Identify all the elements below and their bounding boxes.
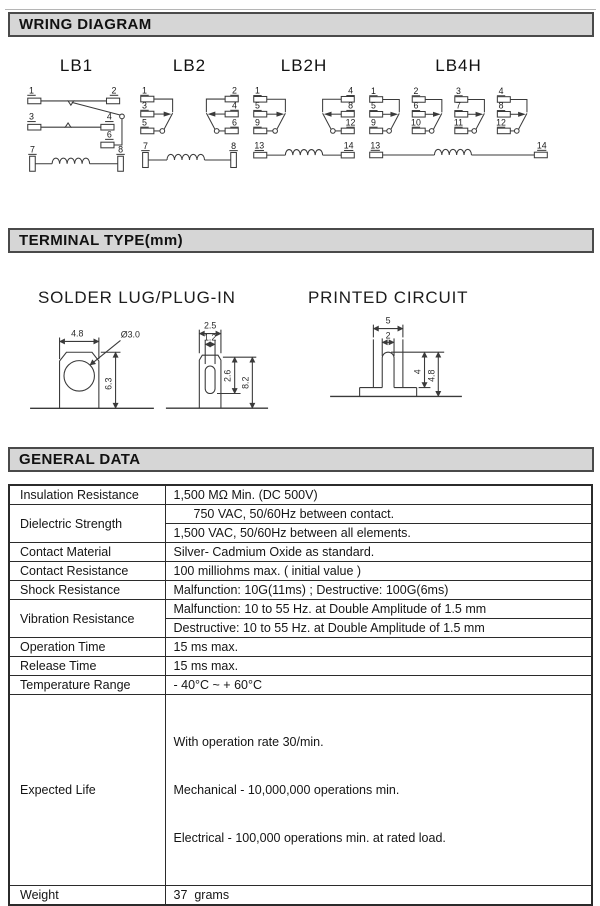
terminal-number: 2 (413, 85, 419, 96)
table-row (9, 543, 592, 562)
spec-label: Contact Material (9, 543, 165, 562)
terminal-number: 5 (370, 100, 376, 111)
terminal-number: 5 (254, 100, 260, 111)
terminal-number: 9 (254, 117, 260, 128)
terminal-number: 8 (498, 100, 504, 111)
wiring-column-lb2h (250, 56, 358, 177)
dim-pc-width: 5 (385, 315, 391, 326)
spec-value: 15 ms max. (165, 657, 592, 676)
spec-label: Vibration Resistance (9, 600, 165, 638)
dim-lug-hole: Ø3.0 (120, 329, 140, 340)
terminal-number: 9 (370, 117, 376, 128)
spec-label: Shock Resistance (9, 581, 165, 600)
spec-label: Contact Resistance (9, 562, 165, 581)
spec-label: Release Time (9, 657, 165, 676)
terminal-number: 14 (343, 140, 354, 151)
spec-value-line: With operation rate 30/min. (173, 735, 324, 749)
terminal-number: 6 (413, 100, 419, 111)
wiring-column-lb2 (137, 56, 242, 177)
table-row (9, 485, 592, 505)
spec-value: 1,500 MΩ Min. (DC 500V) (165, 485, 592, 505)
terminal-number: 1 (254, 85, 260, 96)
table-row (9, 695, 592, 886)
terminal-number: 3 (29, 111, 34, 122)
dim-plug-width: 2.5 (203, 320, 217, 331)
terminal-number: 4 (348, 85, 354, 96)
section-header-wiring (8, 12, 594, 37)
terminal-number: 4 (232, 100, 237, 111)
section-header-terminal-type (8, 228, 594, 253)
spec-value: 37 grams (165, 886, 592, 906)
spec-value-line: Mechanical - 10,000,000 operations min. (173, 783, 400, 797)
solder-lug-title: SOLDER LUG/PLUG-IN (38, 288, 236, 307)
dim-lug-height: 6.3 (103, 377, 114, 390)
terminal-number: 7 (456, 100, 461, 111)
section-title-general-data: GENERAL DATA (19, 451, 141, 468)
terminal-number: 3 (456, 85, 461, 96)
terminal-number: 8 (118, 144, 124, 155)
dim-pc-total-height: 4.8 (426, 369, 437, 382)
terminal-number: 7 (142, 140, 148, 151)
diagram-label-lb2h: LB2H (280, 56, 328, 75)
spec-value (165, 695, 592, 886)
lb4h-schematic (366, 83, 551, 177)
printed-circuit-drawing (322, 303, 470, 421)
spec-value: - 40°C ~ + 60°C (165, 676, 592, 695)
dim-pc-pin-height: 4 (412, 369, 423, 375)
spec-value-line: Electrical - 100,000 operations min. at rated load. (173, 831, 446, 845)
terminal-number: 4 (106, 111, 112, 122)
spec-label: Insulation Resistance (9, 485, 165, 505)
terminal-number: 12 (496, 117, 506, 128)
diagram-label-lb1: LB1 (59, 56, 94, 75)
printed-circuit-title: PRINTED CIRCUIT (308, 288, 469, 307)
terminal-number: 6 (106, 129, 112, 140)
section-header-general-data (8, 447, 594, 472)
terminal-number: 12 (345, 117, 356, 128)
spec-label: Operation Time (9, 638, 165, 657)
solder-lug-drawing (22, 310, 160, 423)
dim-plug-slot-width: 1.2 (203, 332, 217, 343)
terminal-number: 1 (142, 85, 147, 96)
table-row (9, 886, 592, 906)
table-row (9, 676, 592, 695)
wiring-column-lb4h (366, 56, 551, 177)
dim-lug-width: 4.8 (71, 328, 84, 339)
table-row (9, 581, 592, 600)
table-row (9, 657, 592, 676)
dim-plug-height: 8.2 (240, 376, 251, 389)
terminal-number: 8 (348, 100, 354, 111)
spec-label: Dielectric Strength (9, 505, 165, 543)
wiring-column-lb1 (24, 56, 129, 177)
terminal-number: 2 (111, 85, 117, 96)
terminal-number: 4 (498, 85, 504, 96)
spec-label: Temperature Range (9, 676, 165, 695)
table-row (9, 600, 592, 619)
plug-in-drawing (162, 310, 272, 423)
table-row (9, 638, 592, 657)
terminal-number: 1 (29, 85, 34, 96)
spec-value: 100 milliohms max. ( initial value ) (165, 562, 592, 581)
diagram-label-lb4h: LB4H (435, 56, 482, 75)
spec-value: Malfunction: 10 to 55 Hz. at Double Amplitude of 1.5 mm (165, 600, 592, 619)
terminal-number: 13 (254, 140, 265, 151)
diagram-label-lb2: LB2 (172, 56, 207, 75)
spec-label: Weight (9, 886, 165, 906)
spec-value: 1,500 VAC, 50/60Hz between all elements. (165, 524, 592, 543)
terminal-number: 10 (411, 117, 421, 128)
terminal-number: 13 (370, 140, 381, 151)
terminal-number: 5 (142, 117, 147, 128)
terminal-number: 6 (232, 117, 237, 128)
spec-value: Destructive: 10 to 55 Hz. at Double Amplitude of 1.5 mm (165, 619, 592, 638)
section-title-wiring: WRING DIAGRAM (19, 16, 152, 33)
terminal-number: 11 (453, 117, 464, 128)
terminal-number: 7 (29, 144, 35, 155)
spec-value: 750 VAC, 50/60Hz between contact. (165, 505, 592, 524)
spec-value: Malfunction: 10G(11ms) ; Destructive: 100G(6ms) (165, 581, 592, 600)
dim-plug-slot-height: 2.6 (222, 369, 233, 382)
spec-value: Silver- Cadmium Oxide as standard. (165, 543, 592, 562)
terminal-number: 3 (142, 100, 147, 111)
table-row (9, 505, 592, 524)
wiring-diagram-row (24, 56, 590, 177)
lb2h-schematic (250, 83, 358, 177)
terminal-number: 2 (232, 85, 237, 96)
terminal-number: 8 (231, 140, 237, 151)
terminal-number: 14 (536, 140, 547, 151)
page-top-rule (5, 9, 596, 10)
general-data-table (8, 484, 593, 906)
lb2-schematic (137, 83, 242, 177)
table-row (9, 562, 592, 581)
spec-value: 15 ms max. (165, 638, 592, 657)
terminal-number: 1 (370, 85, 376, 96)
spec-label: Expected Life (9, 695, 165, 886)
lb1-schematic (24, 83, 129, 177)
dim-pc-slot: 2 (385, 330, 391, 341)
section-title-terminal-type: TERMINAL TYPE(mm) (19, 232, 184, 249)
